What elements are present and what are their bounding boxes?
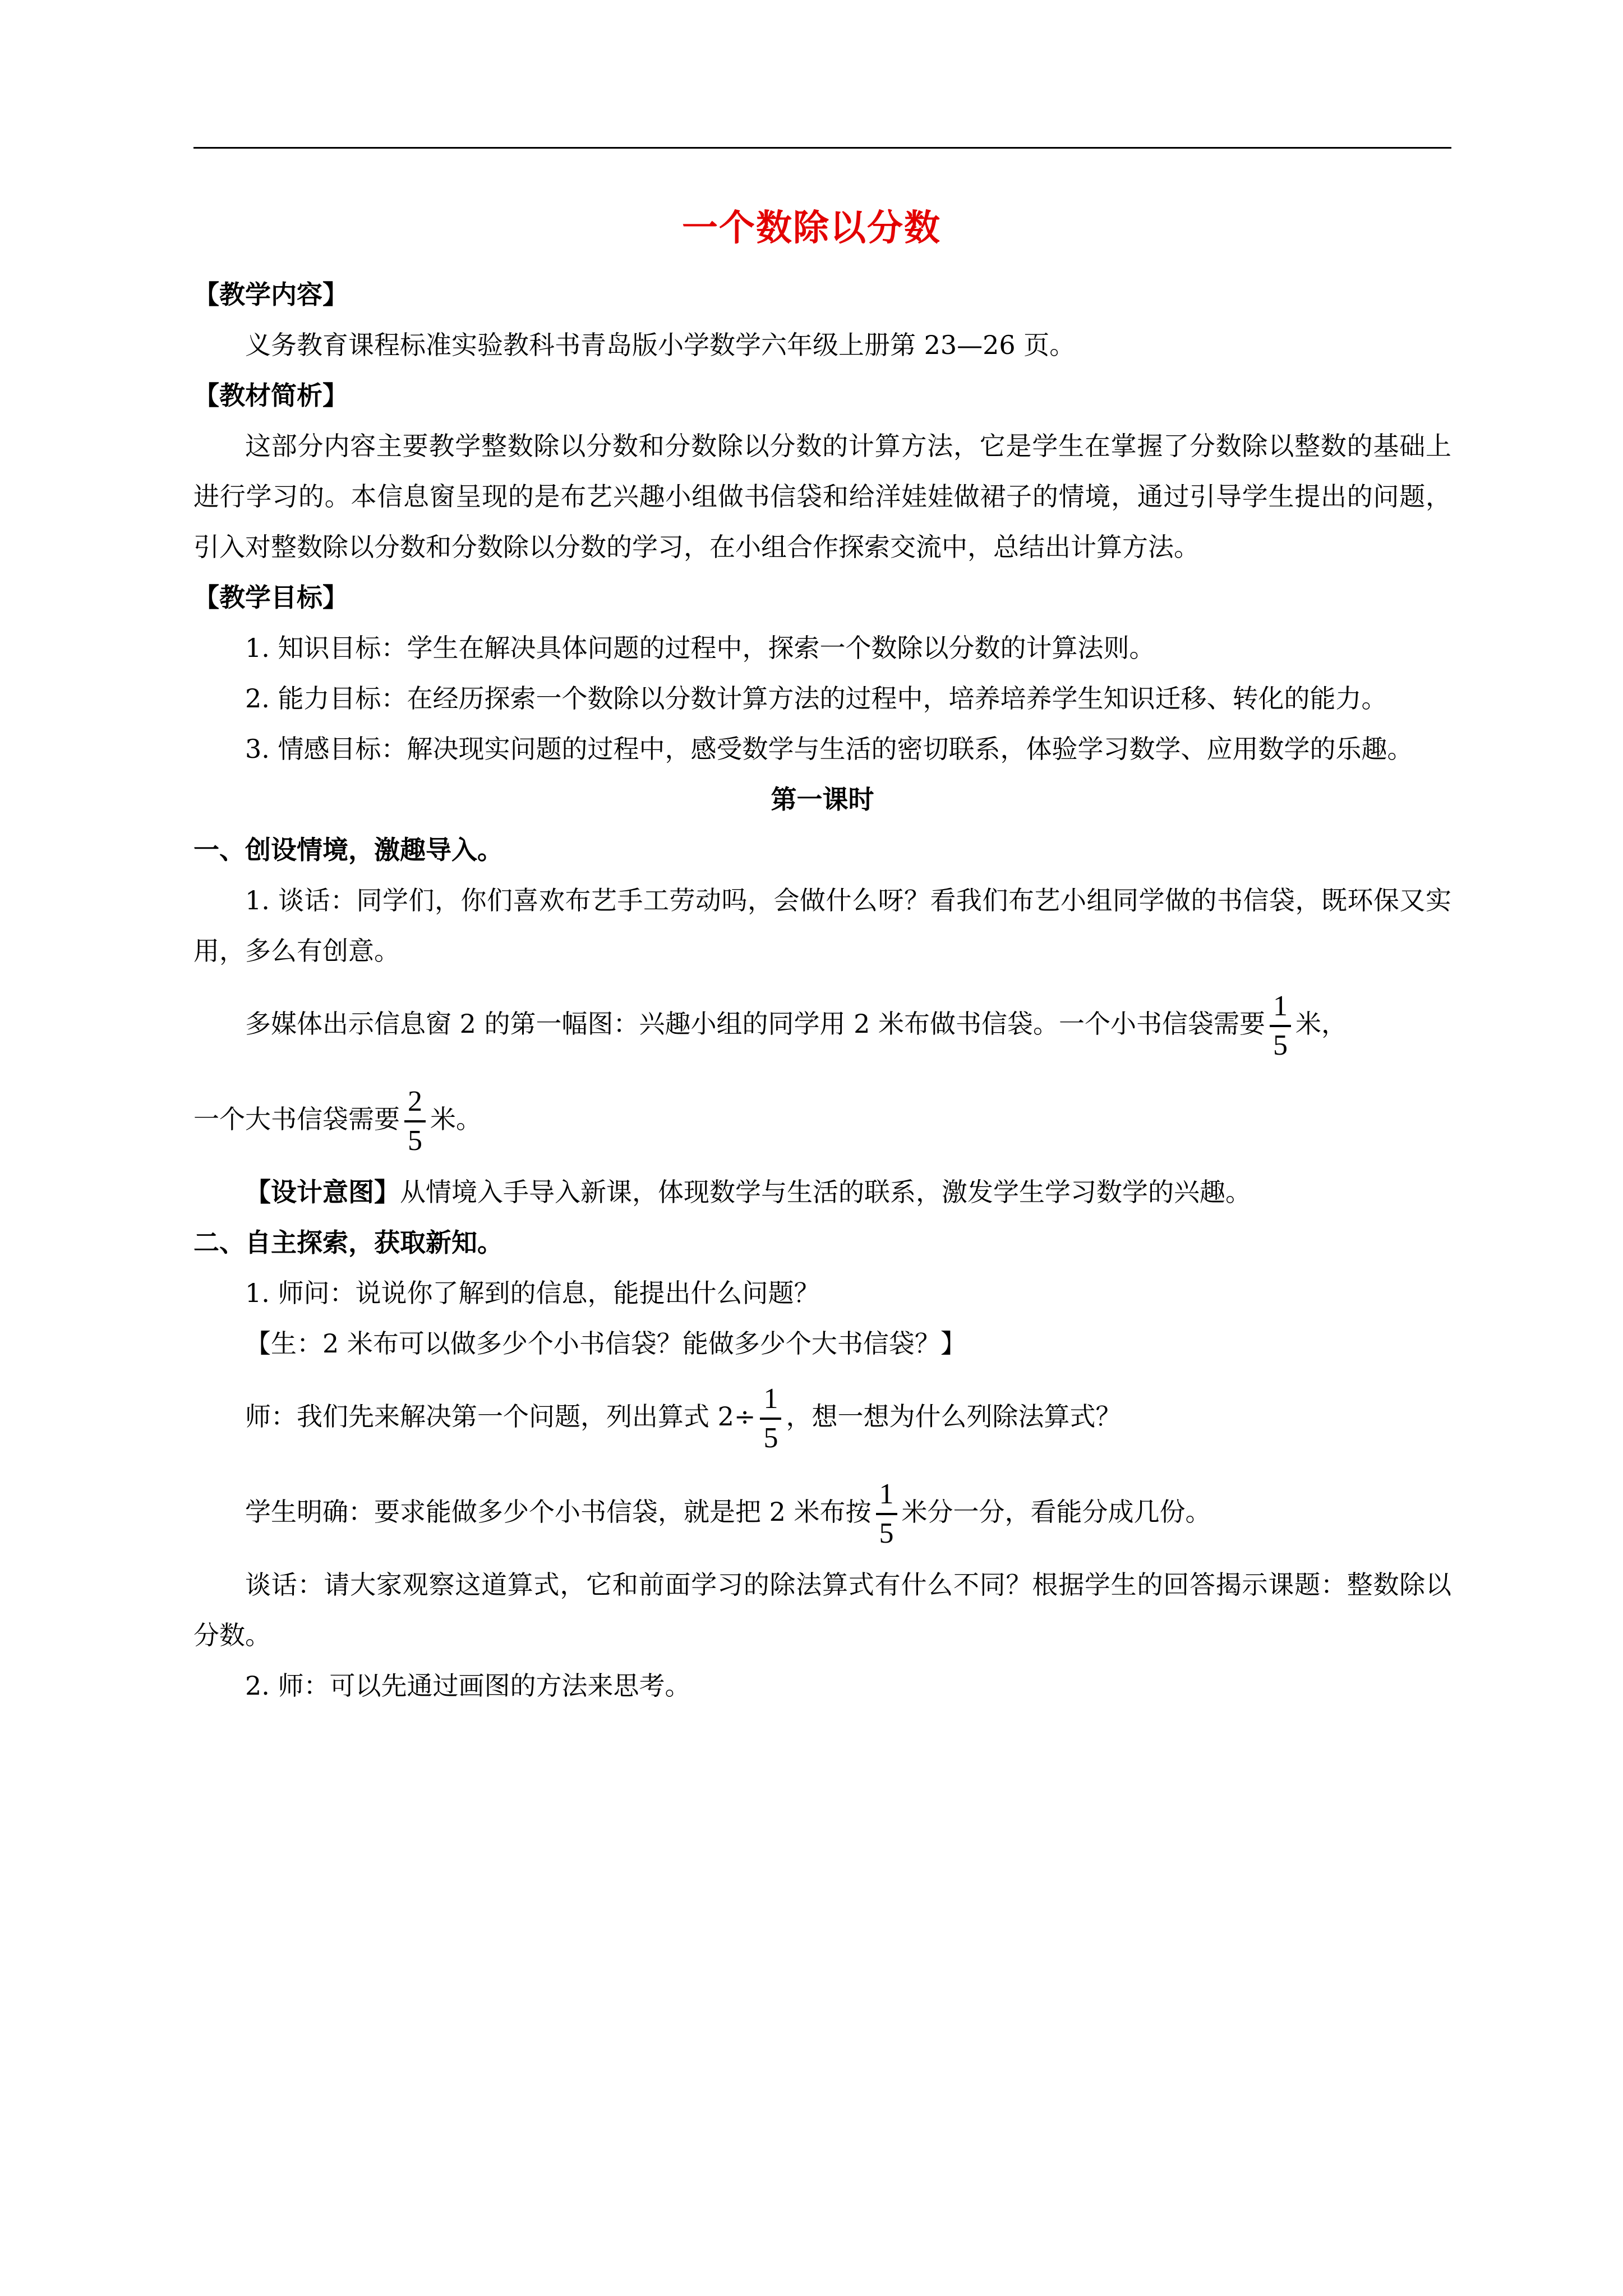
paragraph: 1. 师问：说说你了解到的信息，能提出什么问题？ [245, 1278, 820, 1308]
fraction [760, 1381, 781, 1457]
section-heading: 【教材简析】 [193, 380, 348, 411]
paragraph: 义务教育课程标准实验教科书青岛版小学数学六年级上册第 23—26 页。 [245, 330, 1076, 360]
text-run: 米分一分，看能分成几份。 [901, 1497, 1211, 1527]
text-run: ，想一想为什么列除法算式？ [786, 1401, 1122, 1432]
fraction [876, 1476, 897, 1552]
section-heading: 【教学内容】 [193, 279, 348, 310]
text-run: 学生明确：要求能做多少个小书信袋，就是把 2 米布按 [245, 1497, 872, 1527]
design-intent-label: 【设计意图】 [245, 1177, 400, 1207]
paragraph: 2. 能力目标：在经历探索一个数除以分数计算方法的过程中，培养培养学生知识迁移、转化的能力。 [245, 683, 1387, 714]
design-intent-paragraph [193, 1167, 1451, 1217]
paragraph: 这部分内容主要教学整数除以分数和分数除以分数的计算方法，它是学生在掌握了分数除以整数的基础上进行学习的。本信息窗呈现的是布艺兴趣小组做书信袋和给洋娃娃做裙子的情境，通过引导学生提出的问题，引入对整数除以分数和分数除以分数的学习，在小组合作探索交流中，总结出计算方法。 [193, 431, 1451, 562]
part-heading: 一、创设情境，激趣导入。 [193, 835, 503, 865]
paragraph: 2. 师：可以先通过画图的方法来思考。 [245, 1671, 691, 1701]
text-run: 一个大书信袋需要 [193, 1104, 400, 1134]
document-body [193, 269, 1451, 1711]
paragraph-with-fraction [193, 976, 1451, 1071]
paragraph: 1. 谈话：同学们，你们喜欢布艺手工劳动吗，会做什么呀？看我们布艺小组同学做的书信袋，既环保又实用，多么有创意。 [193, 885, 1451, 966]
paragraph-with-fraction [193, 1071, 1451, 1167]
paragraph: 3. 情感目标：解决现实问题的过程中，感受数学与生活的密切联系，体验学习数学、应用数学的乐趣。 [245, 734, 1413, 764]
page-title: 一个数除以分数 [682, 208, 941, 249]
fraction-numerator: 1 [760, 1381, 781, 1420]
text-run: 米。 [430, 1104, 482, 1134]
text-run: 米， [1295, 1009, 1348, 1039]
fraction [404, 1083, 426, 1159]
fraction-numerator: 2 [404, 1083, 426, 1122]
fraction-numerator: 1 [1270, 988, 1291, 1027]
lesson-heading: 第一课时 [771, 784, 874, 815]
paragraph: 1. 知识目标：学生在解决具体问题的过程中，探索一个数除以分数的计算法则。 [245, 633, 1155, 663]
text-run: 师：我们先来解决第一个问题，列出算式 2÷ [245, 1401, 756, 1432]
text-run: 多媒体出示信息窗 2 的第一幅图：兴趣小组的同学用 2 米布做书信袋。一个小书信袋需要 [245, 1009, 1266, 1039]
fraction-denominator: 5 [1273, 1029, 1288, 1061]
paragraph: 谈话：请大家观察这道算式，它和前面学习的除法算式有什么不同？根据学生的回答揭示课题：整数除以分数。 [193, 1570, 1451, 1650]
fraction-denominator: 5 [879, 1517, 894, 1549]
fraction-numerator: 1 [876, 1476, 897, 1515]
fraction-denominator: 5 [763, 1422, 778, 1454]
paragraph-with-fraction [193, 1369, 1451, 1464]
header-rule [193, 147, 1451, 149]
part-heading: 二、自主探索，获取新知。 [193, 1227, 503, 1258]
text-run: 从情境入手导入新课，体现数学与生活的联系，激发学生学习数学的兴趣。 [400, 1177, 1251, 1207]
fraction-denominator: 5 [408, 1125, 422, 1157]
section-heading: 【教学目标】 [193, 582, 348, 613]
paragraph: 【生：2 米布可以做多少个小书信袋？能做多少个大书信袋？】 [245, 1328, 966, 1359]
fraction [1270, 988, 1291, 1064]
paragraph-with-fraction [193, 1464, 1451, 1559]
